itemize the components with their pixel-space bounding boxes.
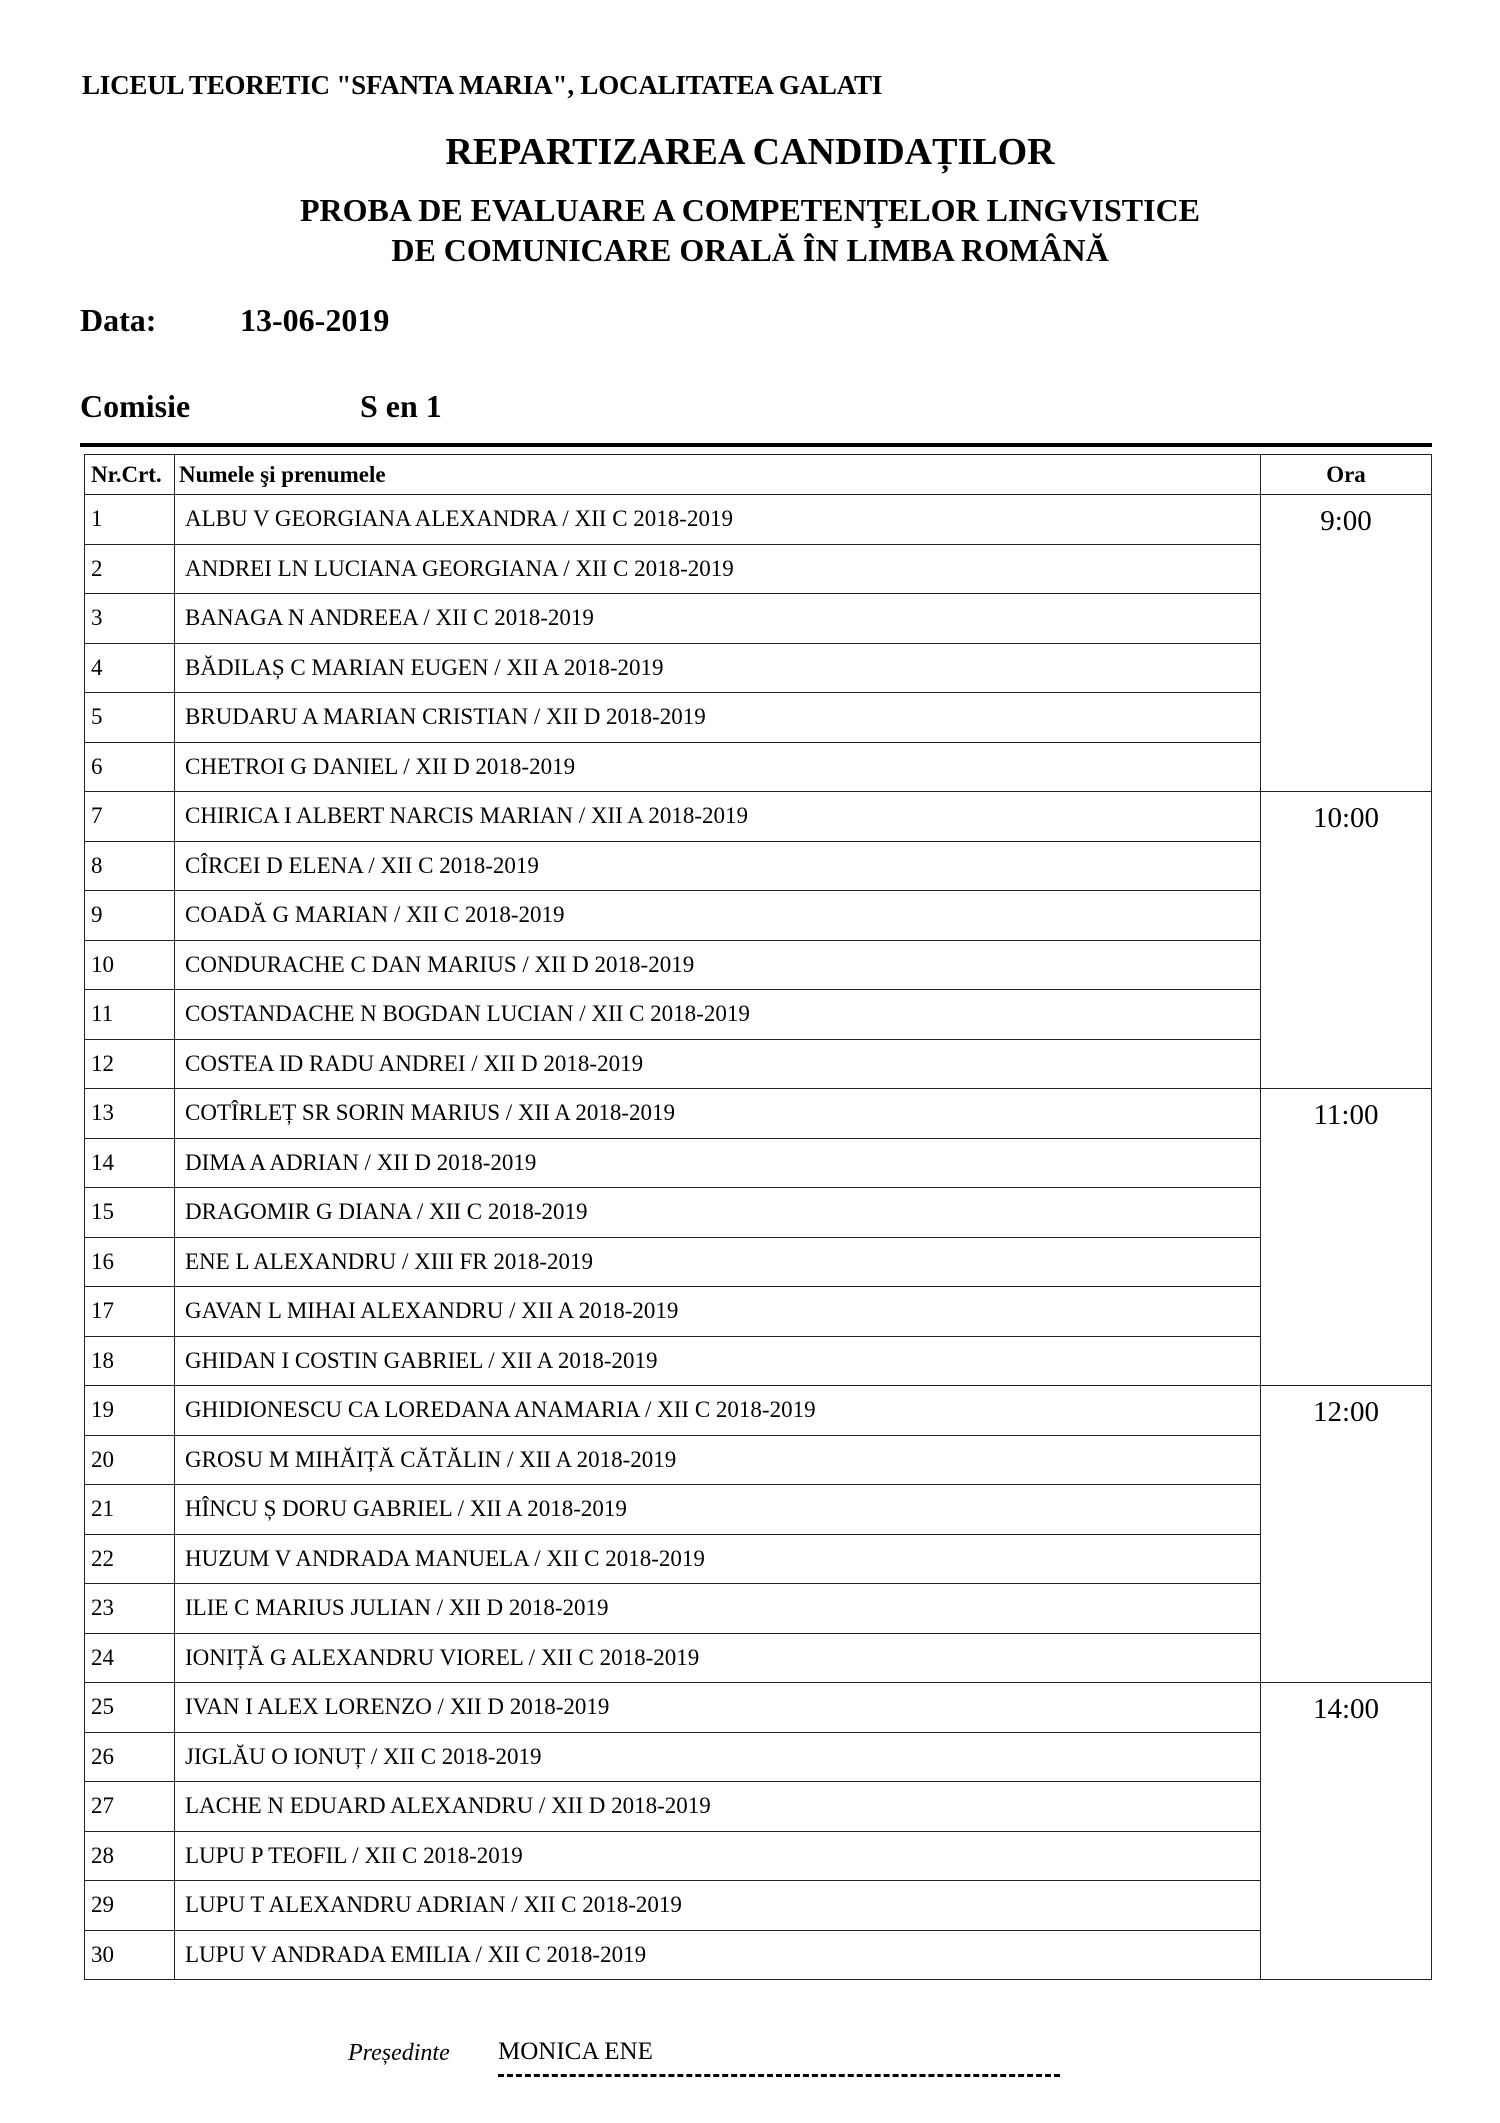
date-value: 13-06-2019: [240, 302, 390, 338]
table-row: [85, 792, 1432, 842]
time-slot: 11:00: [1261, 1089, 1432, 1386]
row-number: 11: [85, 990, 175, 1040]
candidate-name: JIGLĂU O IONUȚ / XII C 2018-2019: [175, 1732, 1261, 1782]
candidate-name: BRUDARU A MARIAN CRISTIAN / XII D 2018-2019: [175, 693, 1261, 743]
candidate-name: GHIDAN I COSTIN GABRIEL / XII A 2018-2019: [175, 1336, 1261, 1386]
table-row: [85, 1584, 1432, 1634]
page-title: REPARTIZAREA CANDIDAȚILOR: [445, 131, 1055, 173]
candidate-name: IONIȚĂ G ALEXANDRU VIOREL / XII C 2018-2019: [175, 1633, 1261, 1683]
row-number: 29: [85, 1881, 175, 1931]
row-number: 1: [85, 495, 175, 545]
row-number: 4: [85, 643, 175, 693]
exam-subtitle-line1: PROBA DE EVALUARE A COMPETENŢELOR LINGVISTICE: [299, 192, 1201, 228]
row-number: 17: [85, 1287, 175, 1337]
candidate-name: GHIDIONESCU CA LOREDANA ANAMARIA / XII C 2018-2019: [175, 1386, 1261, 1436]
table-row: [85, 643, 1432, 693]
column-header-nr: Nr.Crt.: [85, 455, 175, 495]
table-row: [85, 1089, 1432, 1139]
table-row: [85, 693, 1432, 743]
table-row: [85, 1782, 1432, 1832]
candidates-table-body: [85, 495, 1432, 1980]
table-header-row: [85, 455, 1432, 495]
row-number: 28: [85, 1831, 175, 1881]
row-number: 30: [85, 1930, 175, 1980]
table-row: [85, 1881, 1432, 1931]
table-row: [85, 1930, 1432, 1980]
table-row: [85, 1732, 1432, 1782]
table-row: [85, 1683, 1432, 1733]
table-row: [85, 1237, 1432, 1287]
candidate-name: CHIRICA I ALBERT NARCIS MARIAN / XII A 2018-2019: [175, 792, 1261, 842]
row-number: 2: [85, 544, 175, 594]
candidate-name: HUZUM V ANDRADA MANUELA / XII C 2018-2019: [175, 1534, 1261, 1584]
table-row: [85, 1287, 1432, 1337]
table-row: [85, 1386, 1432, 1436]
candidate-name: ANDREI LN LUCIANA GEORGIANA / XII C 2018-2019: [175, 544, 1261, 594]
row-number: 22: [85, 1534, 175, 1584]
table-row: [85, 1831, 1432, 1881]
table-row: [85, 1138, 1432, 1188]
table-row: [85, 990, 1432, 1040]
header-divider: [80, 443, 1432, 447]
candidate-name: COADĂ G MARIAN / XII C 2018-2019: [175, 891, 1261, 941]
time-slot: 14:00: [1261, 1683, 1432, 1980]
candidate-name: BANAGA N ANDREEA / XII C 2018-2019: [175, 594, 1261, 644]
candidate-name: GROSU M MIHĂIȚĂ CĂTĂLIN / XII A 2018-2019: [175, 1435, 1261, 1485]
row-number: 15: [85, 1188, 175, 1238]
row-number: 27: [85, 1782, 175, 1832]
time-slot: 12:00: [1261, 1386, 1432, 1683]
table-row: [85, 841, 1432, 891]
candidate-name: CONDURACHE C DAN MARIUS / XII D 2018-2019: [175, 940, 1261, 990]
row-number: 12: [85, 1039, 175, 1089]
row-number: 19: [85, 1386, 175, 1436]
row-number: 8: [85, 841, 175, 891]
row-number: 23: [85, 1584, 175, 1634]
candidate-name: GAVAN L MIHAI ALEXANDRU / XII A 2018-2019: [175, 1287, 1261, 1337]
table-row: [85, 1485, 1432, 1535]
table-row: [85, 1039, 1432, 1089]
table-row: [85, 544, 1432, 594]
candidate-name: ENE L ALEXANDRU / XIII FR 2018-2019: [175, 1237, 1261, 1287]
row-number: 5: [85, 693, 175, 743]
candidate-name: ILIE C MARIUS JULIAN / XII D 2018-2019: [175, 1584, 1261, 1634]
commission-value: S en 1: [360, 388, 442, 424]
signature-line: [498, 2074, 1060, 2077]
row-number: 7: [85, 792, 175, 842]
row-number: 3: [85, 594, 175, 644]
commission-label: Comisie: [80, 388, 191, 424]
table-row: [85, 495, 1432, 545]
row-number: 18: [85, 1336, 175, 1386]
candidate-name: LACHE N EDUARD ALEXANDRU / XII D 2018-2019: [175, 1782, 1261, 1832]
time-slot: 9:00: [1261, 495, 1432, 792]
table-row: [85, 1633, 1432, 1683]
president-label: Președinte: [348, 2040, 450, 2066]
school-name: LICEUL TEORETIC "SFANTA MARIA", LOCALITATEA GALATI: [82, 70, 883, 100]
table-row: [85, 742, 1432, 792]
candidate-name: HÎNCU Ș DORU GABRIEL / XII A 2018-2019: [175, 1485, 1261, 1535]
row-number: 10: [85, 940, 175, 990]
row-number: 24: [85, 1633, 175, 1683]
column-header-name: Numele şi prenumele: [175, 455, 1261, 495]
row-number: 6: [85, 742, 175, 792]
candidate-name: DRAGOMIR G DIANA / XII C 2018-2019: [175, 1188, 1261, 1238]
candidate-name: CÎRCEI D ELENA / XII C 2018-2019: [175, 841, 1261, 891]
candidate-name: COTÎRLEȚ SR SORIN MARIUS / XII A 2018-2019: [175, 1089, 1261, 1139]
table-row: [85, 940, 1432, 990]
table-row: [85, 1336, 1432, 1386]
row-number: 13: [85, 1089, 175, 1139]
candidate-name: DIMA A ADRIAN / XII D 2018-2019: [175, 1138, 1261, 1188]
candidate-name: LUPU T ALEXANDRU ADRIAN / XII C 2018-2019: [175, 1881, 1261, 1931]
row-number: 21: [85, 1485, 175, 1535]
time-slot: 10:00: [1261, 792, 1432, 1089]
row-number: 26: [85, 1732, 175, 1782]
candidate-name: LUPU P TEOFIL / XII C 2018-2019: [175, 1831, 1261, 1881]
candidate-name: BĂDILAȘ C MARIAN EUGEN / XII A 2018-2019: [175, 643, 1261, 693]
row-number: 14: [85, 1138, 175, 1188]
president-name: MONICA ENE: [498, 2038, 653, 2065]
exam-subtitle-line2: DE COMUNICARE ORALĂ ÎN LIMBA ROMÂNĂ: [391, 232, 1109, 268]
candidates-table: [84, 454, 1432, 1980]
row-number: 20: [85, 1435, 175, 1485]
row-number: 9: [85, 891, 175, 941]
candidate-name: ALBU V GEORGIANA ALEXANDRA / XII C 2018-2019: [175, 495, 1261, 545]
table-row: [85, 1435, 1432, 1485]
row-number: 16: [85, 1237, 175, 1287]
candidate-name: IVAN I ALEX LORENZO / XII D 2018-2019: [175, 1683, 1261, 1733]
table-row: [85, 594, 1432, 644]
candidate-name: LUPU V ANDRADA EMILIA / XII C 2018-2019: [175, 1930, 1261, 1980]
candidate-name: CHETROI G DANIEL / XII D 2018-2019: [175, 742, 1261, 792]
candidate-name: COSTEA ID RADU ANDREI / XII D 2018-2019: [175, 1039, 1261, 1089]
table-row: [85, 1188, 1432, 1238]
table-row: [85, 1534, 1432, 1584]
column-header-time: Ora: [1261, 455, 1432, 495]
row-number: 25: [85, 1683, 175, 1733]
table-row: [85, 891, 1432, 941]
date-label: Data:: [80, 302, 157, 338]
candidate-name: COSTANDACHE N BOGDAN LUCIAN / XII C 2018-2019: [175, 990, 1261, 1040]
